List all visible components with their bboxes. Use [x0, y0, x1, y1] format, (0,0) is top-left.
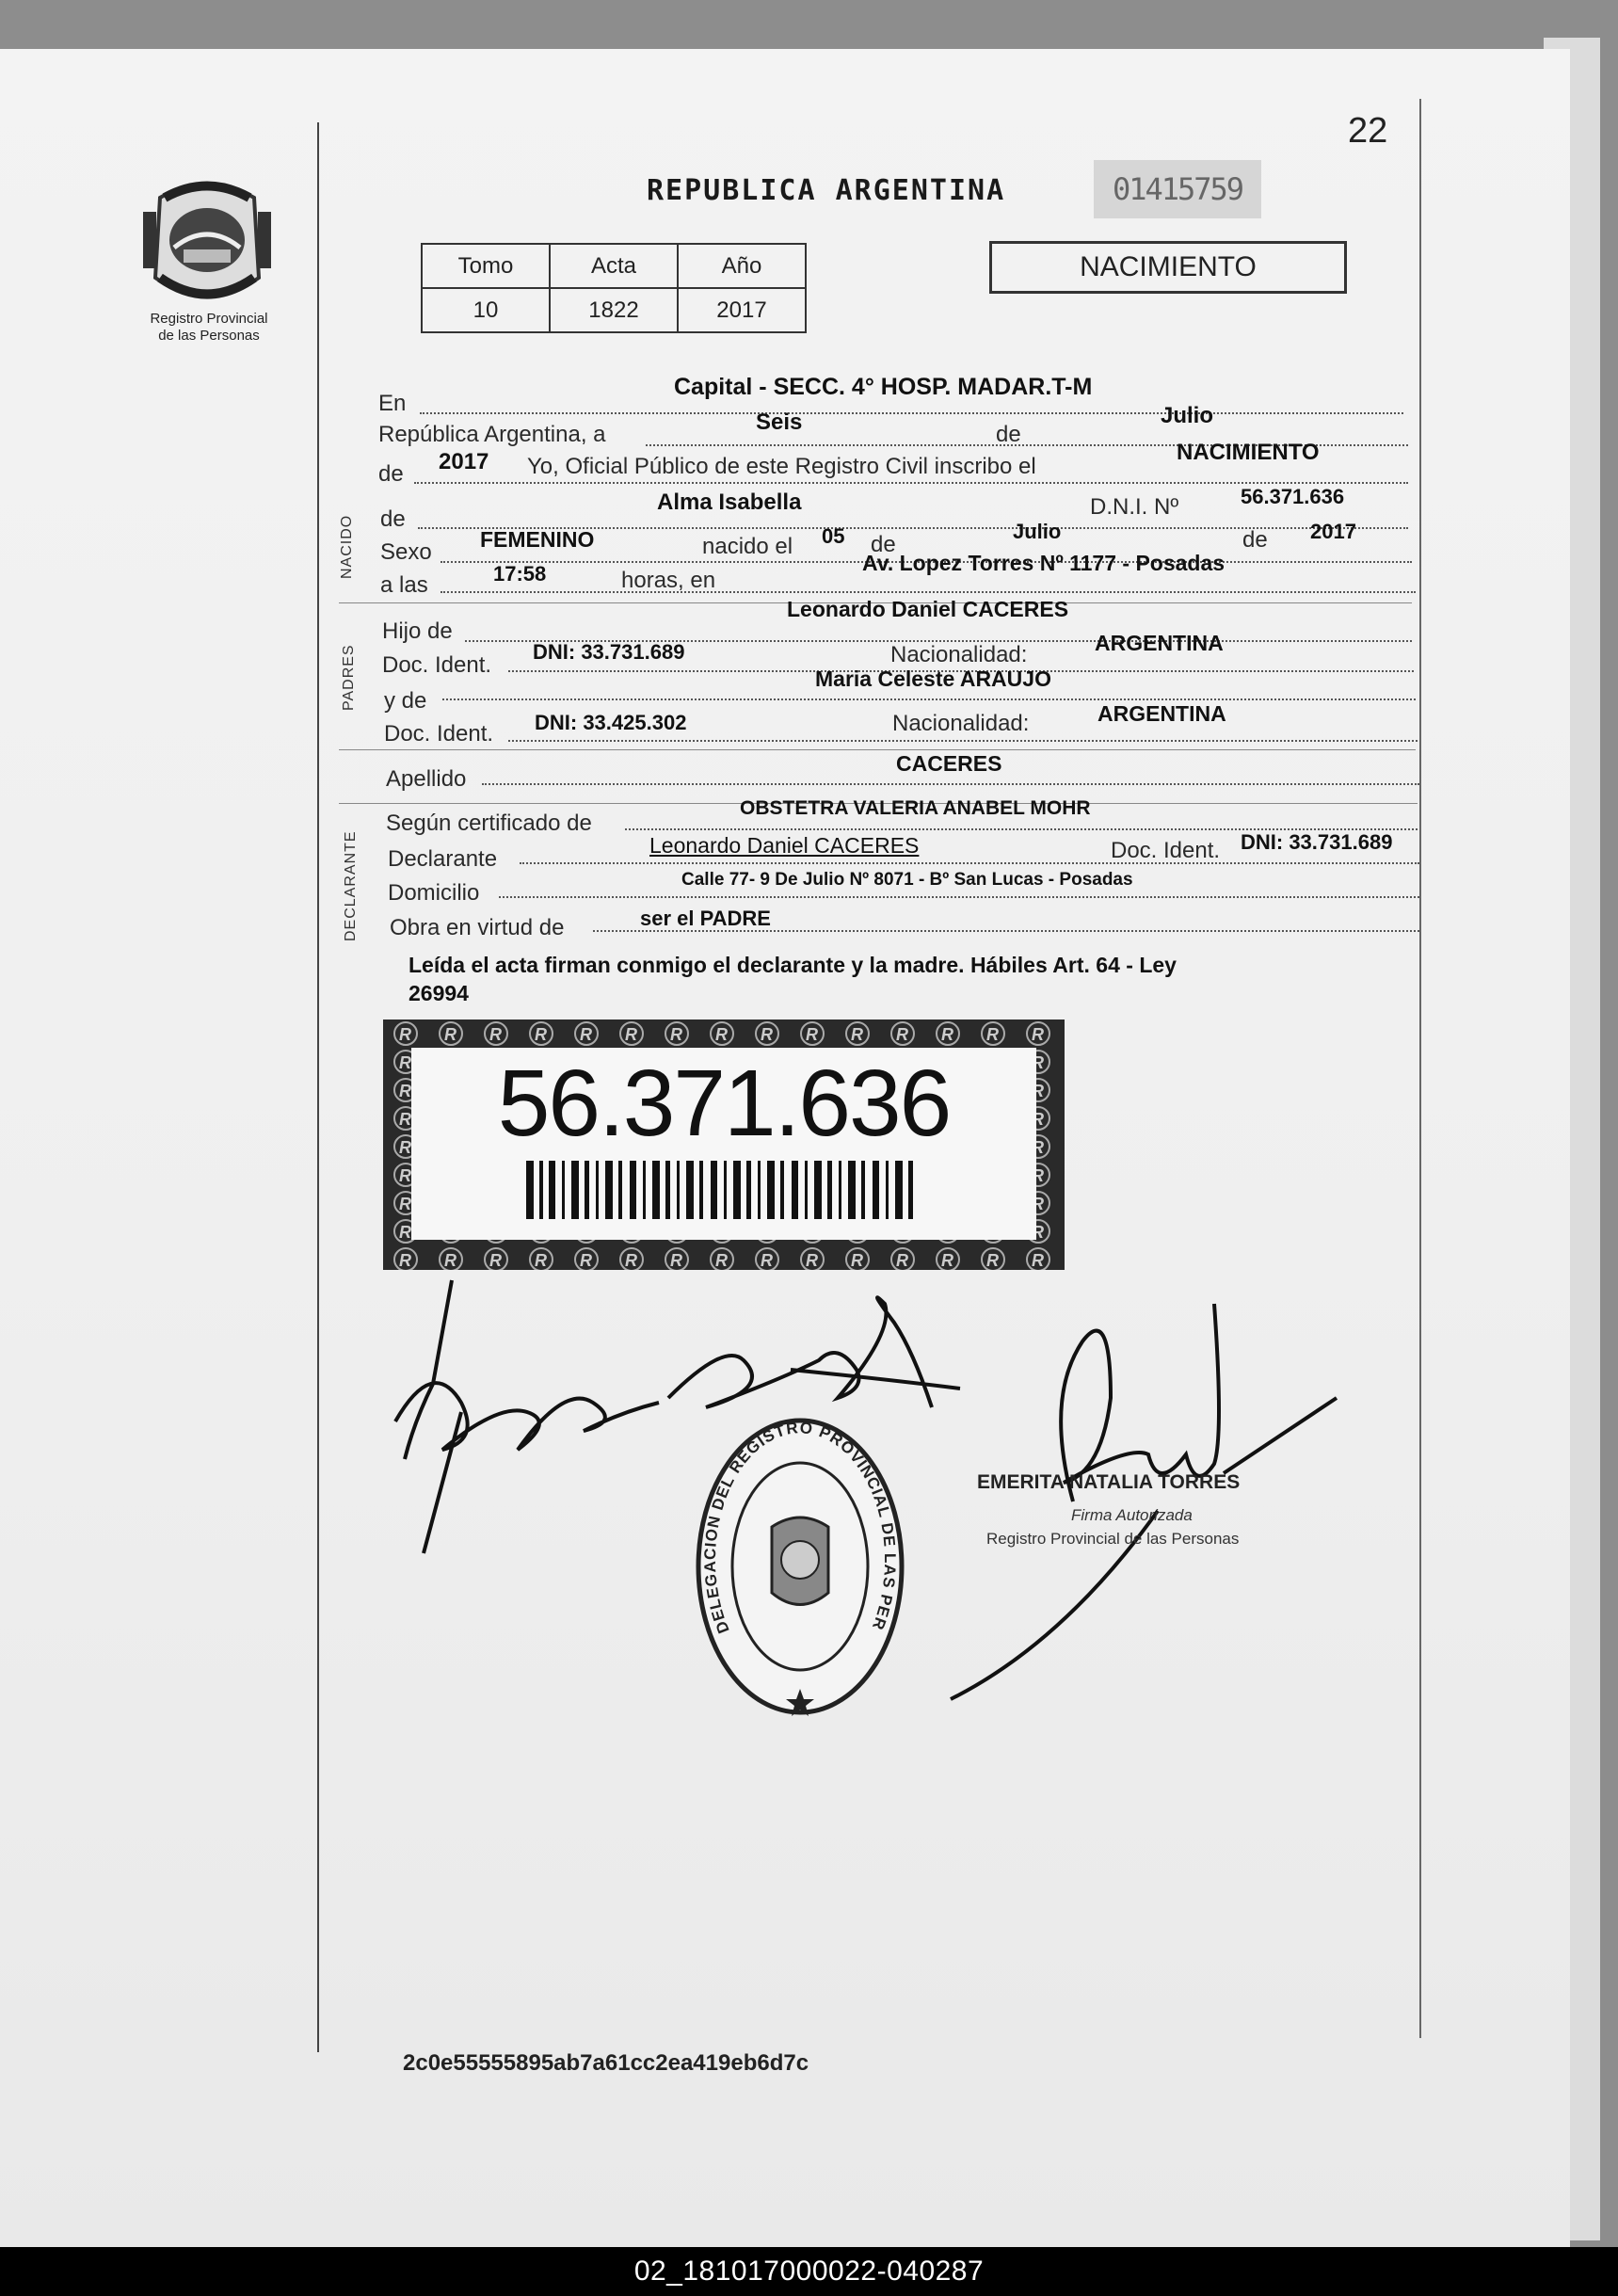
horas-label: horas, en: [621, 568, 716, 593]
misiones-coat-of-arms-logo: [141, 174, 273, 311]
tomo-header: Tomo: [422, 244, 550, 288]
hijo-label: Hijo de: [382, 618, 453, 644]
segun-label: Según certificado de: [386, 811, 592, 836]
en-line: [420, 412, 1403, 414]
declarante-line: [520, 862, 1419, 864]
oficial-line: [414, 482, 1408, 484]
obra-label: Obra en virtud de: [390, 915, 565, 940]
birth-place: Av. Lopez Torres Nº 1177 - Posadas: [862, 551, 1226, 575]
mother-nat-label: Nacionalidad:: [892, 711, 1030, 736]
declarante-value: Leonardo Daniel CACERES: [649, 833, 920, 858]
father-nat-label: Nacionalidad:: [890, 642, 1028, 667]
registry-caption-line1: Registro Provincial: [150, 311, 268, 327]
act-type-box: NACIMIENTO: [989, 241, 1347, 294]
padres-side-label: PADRES: [341, 644, 357, 711]
mother-doc-line: [508, 740, 1418, 742]
father-name: Leonardo Daniel CACERES: [787, 597, 1069, 621]
alas-label: a las: [380, 572, 428, 598]
en-label: En: [378, 391, 407, 416]
father-doc-label: Doc. Ident.: [382, 652, 492, 678]
day-value: Seis: [756, 409, 803, 435]
declarante-side-label: DECLARANTE: [343, 830, 359, 941]
declarant-signature: [376, 1271, 687, 1563]
de-year-label: de: [1242, 527, 1268, 553]
page-number: 22: [1348, 111, 1388, 151]
segun-value: OBSTETRA VALERIA ANABEL MOHR: [740, 797, 1091, 819]
dni-label: D.N.I. Nº: [1090, 494, 1179, 520]
child-name: Alma Isabella: [657, 490, 802, 515]
republica-label: República Argentina, a: [378, 422, 606, 447]
apellido-line: [482, 783, 1419, 785]
acta-header: Acta: [550, 244, 678, 288]
padres-divider: [339, 749, 1416, 750]
declarante-doc-label: Doc. Ident.: [1111, 838, 1221, 863]
sexo-label: Sexo: [380, 539, 432, 565]
closing-line1: Leída el acta firman conmigo el declarante y la madre. Hábiles Art. 64 - Ley: [409, 953, 1177, 977]
domicilio-label: Domicilio: [388, 880, 480, 906]
nacido-el-label: nacido el: [702, 534, 793, 559]
mother-doc: DNI: 33.425.302: [535, 711, 687, 734]
apellido-label: Apellido: [386, 766, 467, 792]
delegacion-round-seal: [692, 1414, 908, 1720]
father-nationality: ARGENTINA: [1095, 631, 1224, 655]
registry-caption: [134, 311, 284, 345]
right-margin-line: [1419, 99, 1421, 2038]
de2-label: de: [378, 461, 404, 487]
document-hash: 2c0e55555895ab7a61cc2ea419eb6d7c: [403, 2050, 809, 2076]
sticker-number: 56.371.636: [497, 1051, 951, 1156]
officer-name: EMERITA NATALIA TORRES: [977, 1471, 1241, 1493]
officer-office: Registro Provincial de las Personas: [986, 1530, 1240, 1548]
de-label: de: [996, 422, 1021, 447]
domicilio-value: Calle 77- 9 De Julio Nº 8071 - Bº San Lucas - Posadas: [681, 870, 1133, 890]
year-value: 2017: [439, 449, 489, 474]
de-nacido-label: de: [380, 506, 406, 532]
obra-value: ser el PADRE: [640, 907, 771, 930]
mother-doc-label: Doc. Ident.: [384, 721, 494, 747]
registry-caption-line2: de las Personas: [158, 328, 260, 344]
oficial-text: Yo, Oficial Público de este Registro Civil inscribo el: [527, 454, 1036, 479]
inscribo-value: NACIMIENTO: [1177, 440, 1320, 465]
declarante-doc: DNI: 33.731.689: [1241, 830, 1393, 854]
officer-signature: [932, 1285, 1346, 1709]
nacido-side-label: NACIDO: [339, 514, 355, 579]
domicilio-line: [499, 896, 1419, 898]
file-reference-footer: 02_181017000022-040287: [0, 2247, 1618, 2296]
birth-time: 17:58: [493, 562, 547, 586]
alas-line: [441, 591, 1416, 593]
birth-day: 05: [822, 524, 845, 548]
acta-value: 1822: [550, 288, 678, 332]
serial-number: 01415759: [1094, 160, 1261, 218]
mother-name: Maria Celeste ARAUJO: [815, 666, 1051, 691]
child-dni: 56.371.636: [1241, 485, 1345, 508]
closing-line2: 26994: [409, 981, 469, 1005]
month-value: Julio: [1161, 403, 1214, 428]
officer-role: Firma Autorizada: [1071, 1506, 1193, 1524]
yde-line: [442, 698, 1416, 700]
apellido-value: CACERES: [896, 751, 1002, 776]
book-reference-table: [421, 243, 807, 333]
yde-label: y de: [384, 688, 427, 714]
de-day-label: de: [871, 532, 896, 557]
birth-month: Julio: [1013, 520, 1062, 543]
seal-ring-text: DELEGACION DEL REGISTRO PROVINCIAL DE LAS PER: [700, 1419, 900, 1636]
en-value: Capital - SECC. 4° HOSP. MADAR.T-M: [674, 374, 1093, 400]
tomo-value: 10: [422, 288, 550, 332]
left-margin-line: [317, 122, 319, 2052]
mother-nationality: ARGENTINA: [1097, 701, 1226, 726]
anio-header: Año: [678, 244, 806, 288]
birth-year: 2017: [1310, 520, 1356, 543]
country-title: REPUBLICA ARGENTINA: [647, 174, 1006, 207]
declarante-label: Declarante: [388, 846, 498, 872]
anio-value: 2017: [678, 288, 806, 332]
father-doc: DNI: 33.731.689: [533, 640, 685, 664]
sexo-value: FEMENINO: [480, 527, 595, 552]
